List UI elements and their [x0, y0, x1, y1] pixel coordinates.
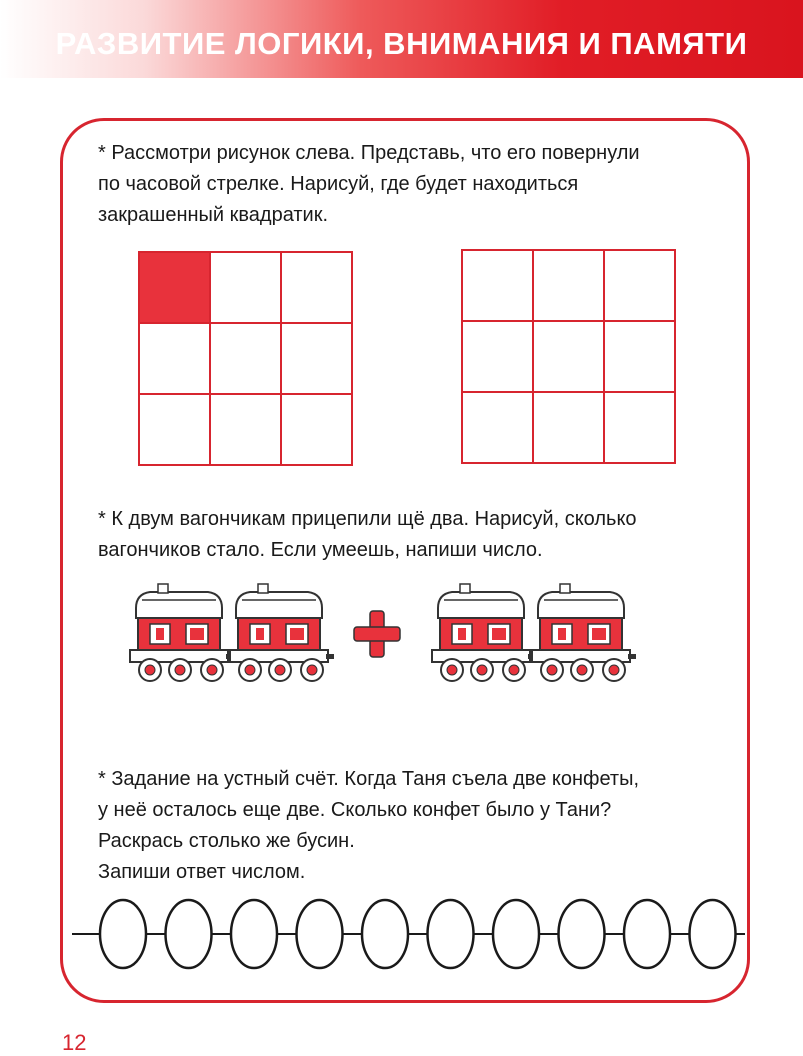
page-title: РАЗВИТИЕ ЛОГИКИ, ВНИМАНИЯ И ПАМЯТИ	[55, 26, 748, 61]
train-wagon-icon	[432, 584, 536, 681]
task2-line: * К двум вагончикам прицепили щё два. Нарисуй, сколько	[98, 508, 637, 530]
grid-cell	[282, 395, 353, 466]
bead[interactable]	[624, 900, 670, 968]
grid-cell[interactable]	[605, 393, 676, 464]
bead[interactable]	[166, 900, 212, 968]
grid-cell[interactable]	[534, 322, 605, 393]
task1-line: * Рассмотри рисунок слева. Представь, что его повернули	[98, 142, 640, 164]
bead[interactable]	[362, 900, 408, 968]
train-wagon-icon	[130, 584, 234, 681]
bead[interactable]	[428, 900, 474, 968]
bead[interactable]	[559, 900, 605, 968]
grid-cell[interactable]	[463, 393, 534, 464]
page-header	[0, 0, 803, 78]
grid-cell	[211, 253, 282, 324]
page-number: 12	[62, 1030, 87, 1055]
grid-cell[interactable]	[534, 393, 605, 464]
grid-cell	[282, 324, 353, 395]
grid-cell[interactable]	[463, 251, 534, 322]
grid-cell[interactable]	[605, 251, 676, 322]
answer-grid[interactable]	[461, 249, 676, 464]
grid-cell[interactable]	[605, 322, 676, 393]
grid-cell	[140, 324, 211, 395]
wagons-illustration	[0, 578, 803, 698]
task3-line: у неё осталось еще две. Сколько конфет было у Тани?	[98, 799, 612, 821]
grid-cell[interactable]	[534, 251, 605, 322]
beads-string	[0, 896, 803, 976]
grid-cell	[211, 324, 282, 395]
grid-cell	[140, 395, 211, 466]
task3-text	[98, 764, 639, 888]
task3-line: * Задание на устный счёт. Когда Таня съела две конфеты,	[98, 768, 640, 790]
bead[interactable]	[100, 900, 146, 968]
grid-cell	[282, 253, 353, 324]
train-wagon-icon	[532, 584, 636, 681]
grid-cell-filled	[140, 253, 211, 324]
task3-line: Раскрась столько же бусин.	[98, 830, 355, 852]
task1-text	[98, 138, 640, 231]
bead[interactable]	[297, 900, 343, 968]
source-grid	[138, 251, 353, 466]
train-wagon-icon	[230, 584, 334, 681]
task1-line: по часовой стрелке. Нарисуй, где будет находиться	[98, 173, 579, 195]
bead[interactable]	[493, 900, 539, 968]
bead[interactable]	[231, 900, 277, 968]
plus-icon	[354, 611, 400, 657]
grid-cell[interactable]	[463, 322, 534, 393]
task2-text	[98, 504, 637, 566]
bead[interactable]	[690, 900, 736, 968]
task2-line: вагончиков стало. Если умеешь, напиши число.	[98, 539, 543, 561]
task3-line: Запиши ответ числом.	[98, 861, 306, 883]
task1-line: закрашенный квадратик.	[98, 204, 329, 226]
grid-cell	[211, 395, 282, 466]
